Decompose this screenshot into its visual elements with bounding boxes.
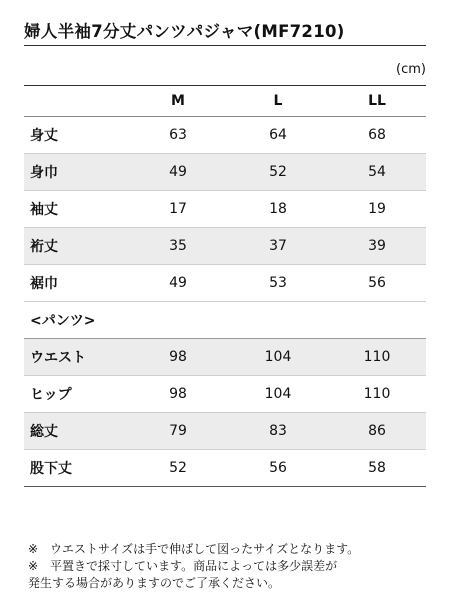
unit-label: (cm) [396,62,426,77]
cell-ll: 56 [368,275,386,291]
cell-l: 104 [264,386,292,402]
cell-l: 104 [264,349,292,365]
table-row [24,339,426,376]
header-size-m: M [171,93,185,109]
notes [28,541,438,592]
cell-ll: 58 [368,460,386,476]
table-row [24,376,426,413]
cell-l: 64 [269,127,287,143]
page-title: 婦人半袖7分丈パンツパジャマ(MF7210) [24,18,426,46]
cell-m: 49 [169,275,187,291]
row-label: 身丈 [30,128,58,144]
cell-m: 49 [169,164,187,180]
table-row [24,450,426,487]
row-label: 袖丈 [30,202,58,218]
note-line: ※ ウエストサイズは手で伸ばして図ったサイズとなります。 [28,542,360,556]
table-row [24,265,426,302]
cell-l: 37 [269,238,287,254]
note-line: ※ 平置きで採寸しています。商品によっては多少誤差が [28,559,338,573]
row-label: 総丈 [30,424,58,440]
cell-ll: 86 [368,423,386,439]
cell-m: 98 [169,386,187,402]
table-row [24,154,426,191]
table-row [24,117,426,154]
cell-ll: 68 [368,127,386,143]
cell-ll: 110 [363,349,391,365]
table-row [24,191,426,228]
table-row [24,413,426,450]
pants-section-row [24,302,426,339]
row-label: ヒップ [30,387,72,403]
cell-m: 63 [169,127,187,143]
size-table [24,85,426,487]
header-size-ll: LL [368,93,386,109]
row-label: 股下丈 [30,461,72,477]
pants-section-label: <パンツ> [30,313,96,329]
row-label: 身巾 [30,165,58,181]
cell-l: 53 [269,275,287,291]
cell-l: 56 [269,460,287,476]
cell-m: 17 [169,201,187,217]
cell-m: 79 [169,423,187,439]
row-label: 裾巾 [30,276,58,292]
row-label: 裄丈 [30,239,58,255]
cell-ll: 110 [363,386,391,402]
table-row [24,228,426,265]
cell-m: 35 [169,238,187,254]
cell-ll: 19 [368,201,386,217]
row-label: ウエスト [30,350,86,366]
cell-m: 98 [169,349,187,365]
cell-l: 18 [269,201,287,217]
cell-l: 83 [269,423,287,439]
cell-l: 52 [269,164,287,180]
note-line: 発生する場合がありますのでご了承ください。 [28,576,281,590]
cell-ll: 54 [368,164,386,180]
cell-m: 52 [169,460,187,476]
cell-ll: 39 [368,238,386,254]
table-header-row [24,86,426,117]
header-size-l: L [273,93,283,109]
